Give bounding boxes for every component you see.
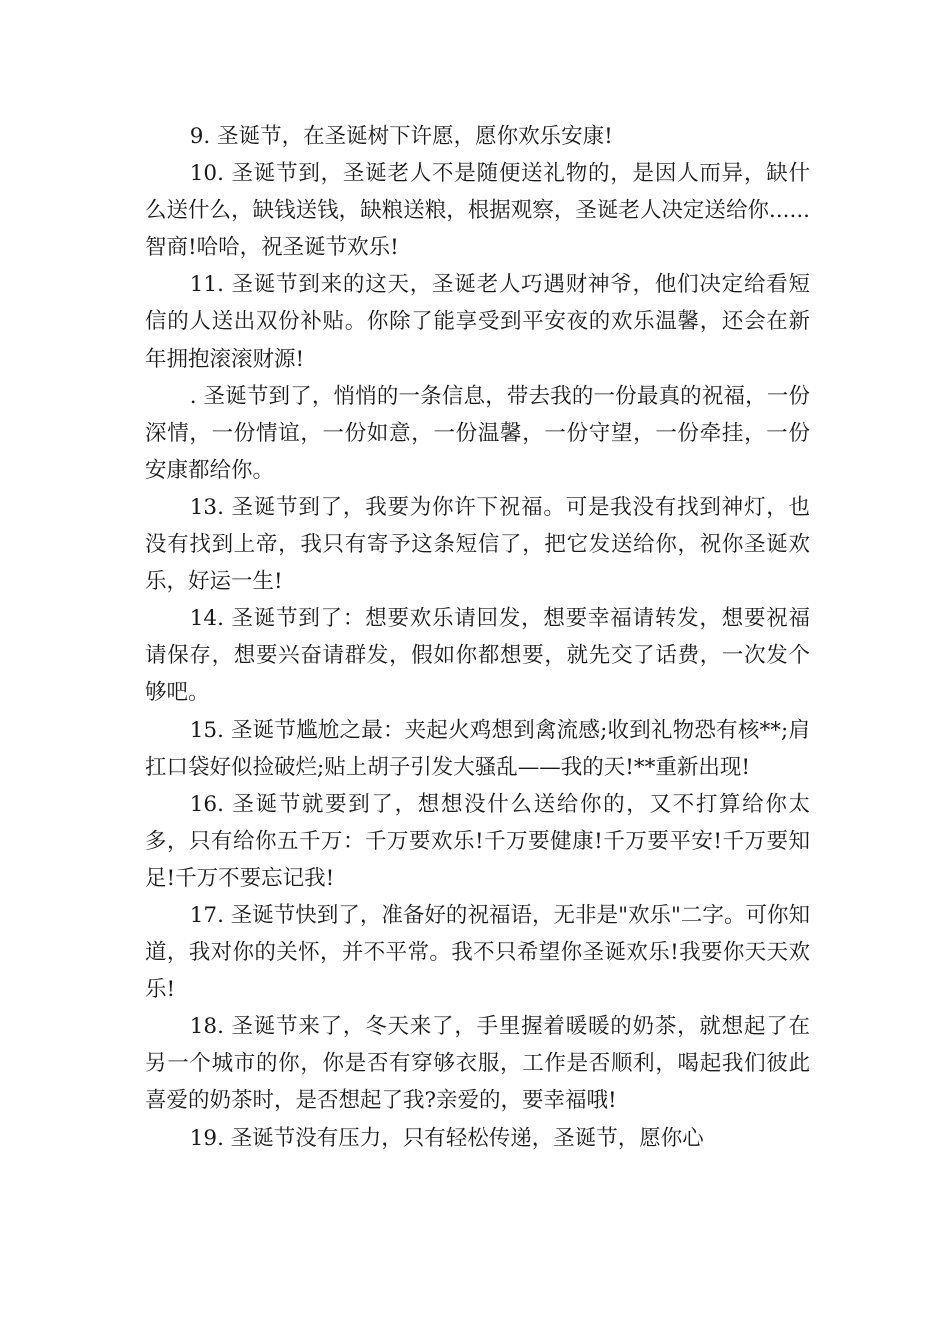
paragraph-16: 16. 圣诞节就要到了，想想没什么送给你的，又不打算给你太多，只有给你五千万：千万要欢乐!千万要健康!千万要平安!千万要知足!千万不要忘记我! [145,791,810,891]
paragraph-13: 13. 圣诞节到了，我要为你许下祝福。可是我没有找到神灯，也没有找到上帝，我只有寄予这条短信了，把它发送给你，祝你圣诞欢乐，好运一生! [145,494,810,595]
paragraph-10: 10. 圣诞节到，圣诞老人不是随便送礼物的，是因人而异，缺什么送什么，缺钱送钱，缺粮送粮，根据观察，圣诞老人决定送给你......智商!哈哈，祝圣诞节欢乐! [145,161,810,261]
paragraph-9: 9. 圣诞节，在圣诞树下许愿，愿你欢乐安康! [189,124,613,149]
paragraph-12: . 圣诞节到了，悄悄的一条信息，带去我的一份最真的祝福，一份深情，一份情谊，一份如意，一份温馨，一份守望，一份牵挂，一份安康都给你。 [145,383,810,483]
paragraph-15: 15. 圣诞节尴尬之最：夹起火鸡想到禽流感;收到礼物恐有核**;肩扛口袋好似捡破烂;贴上胡子引发大骚乱——我的天!**重新出现! [145,717,810,780]
paragraph-18: 18. 圣诞节来了，冬天来了，手里握着暖暖的奶茶，就想起了在另一个城市的你，你是否有穿够衣服，工作是否顺利，喝起我们彼此喜爱的奶茶时，是否想起了我?亲爱的，要幸福哦! [145,1014,810,1114]
paragraph-14: 14. 圣诞节到了：想要欢乐请回发，想要幸福请转发，想要祝福请保存，想要兴奋请群发，假如你都想要，就先交了话费，一次发个够吧。 [145,606,810,706]
paragraph-11: 11. 圣诞节到来的这天，圣诞老人巧遇财神爷，他们决定给看短信的人送出双份补贴。你除了能享受到平安夜的欢乐温馨，还会在新年拥抱滚滚财源! [145,272,810,372]
document-body [145,118,810,1157]
paragraph-19: 19. 圣诞节没有压力，只有轻松传递，圣诞节，愿你心 [189,1125,704,1151]
paragraph-17: 17. 圣诞节快到了，准备好的祝福语，无非是"欢乐"二字。可你知道，我对你的关怀，并不平常。我不只希望你圣诞欢乐!我要你天天欢乐! [145,902,810,1003]
